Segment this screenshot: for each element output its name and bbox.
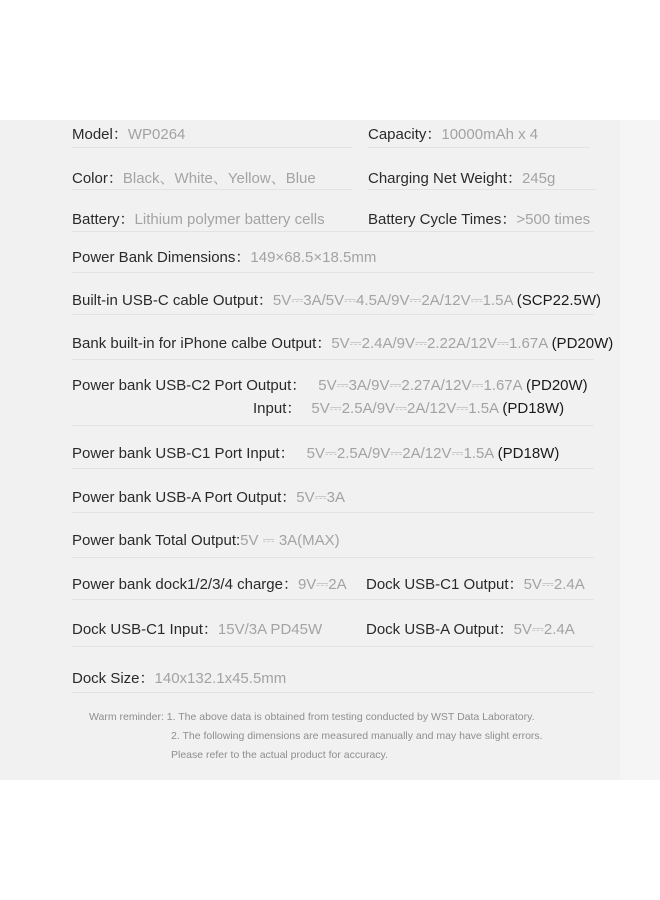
spec-label: Power Bank Dimensions： bbox=[72, 249, 251, 266]
spec-model bbox=[72, 123, 185, 144]
spec-label: Power bank USB-A Port Output： bbox=[72, 489, 297, 506]
spec-capacity bbox=[368, 123, 538, 144]
spec-value: 5V⎓2.4A/9V⎓2.22A/12V⎓1.67A bbox=[331, 335, 548, 352]
spec-battery bbox=[72, 208, 325, 229]
spec-label: Bank built-in for iPhone calbe Output： bbox=[72, 335, 332, 352]
divider bbox=[72, 557, 594, 558]
divider bbox=[368, 147, 590, 148]
spec-tag: (PD20W) bbox=[551, 335, 614, 352]
divider bbox=[72, 359, 594, 360]
spec-label: Charging Net Weight： bbox=[368, 170, 522, 187]
spec-value: 5V⎓2.4A bbox=[513, 621, 575, 638]
spec-cycles bbox=[368, 208, 590, 229]
spec-tag: (PD20W) bbox=[526, 377, 588, 394]
spec-dock-size bbox=[72, 667, 286, 688]
reminder-line-2: 2. The following dimensions are measured manually and may have slight errors. bbox=[171, 730, 543, 742]
spec-dock-charge bbox=[72, 573, 347, 594]
spec-usbc2-output bbox=[72, 374, 588, 395]
spec-iphone-cable bbox=[72, 332, 613, 353]
spec-dock-c1-output bbox=[366, 573, 585, 594]
divider bbox=[72, 272, 594, 273]
divider bbox=[72, 147, 352, 148]
spec-label: Dock USB-A Output： bbox=[366, 621, 514, 638]
spec-dock-c1-input bbox=[72, 618, 322, 639]
spec-value: 5V ⎓ 3A(MAX) bbox=[240, 532, 340, 549]
divider bbox=[72, 468, 594, 469]
spec-tag: (PD18W) bbox=[497, 445, 560, 462]
spec-value: 5V⎓2.5A/9V⎓2A/12V⎓1.5A bbox=[306, 445, 494, 462]
spec-usbc1-input bbox=[72, 442, 559, 463]
spec-value: WP0264 bbox=[127, 126, 186, 143]
spec-dock-a-output bbox=[366, 618, 575, 639]
spec-usba-output bbox=[72, 486, 345, 507]
spec-total-output bbox=[72, 532, 340, 549]
spec-value: 5V⎓2.4A bbox=[523, 576, 585, 593]
spec-label: Dock USB-C1 Input： bbox=[72, 621, 218, 638]
spec-value: 245g bbox=[521, 170, 556, 187]
spec-value: 9V⎓2A bbox=[297, 576, 347, 593]
spec-label: Power bank dock1/2/3/4 charge： bbox=[72, 576, 298, 593]
spec-dimensions bbox=[72, 246, 376, 267]
spec-value: Lithium polymer battery cells bbox=[134, 211, 325, 228]
spec-value: 5V⎓3A/5V⎓4.5A/9V⎓2A/12V⎓1.5A bbox=[272, 292, 513, 309]
spec-usbc2-input bbox=[253, 397, 564, 418]
spec-label: Power bank Total Output: bbox=[72, 532, 241, 549]
divider bbox=[72, 692, 594, 693]
panel-edge bbox=[620, 120, 660, 780]
divider bbox=[72, 314, 594, 315]
spec-label: Dock USB-C1 Output： bbox=[366, 576, 524, 593]
spec-label: Model： bbox=[72, 126, 128, 143]
spec-label: Battery： bbox=[72, 211, 135, 228]
divider bbox=[368, 189, 596, 190]
spec-label: Power bank USB-C2 Port Output： bbox=[72, 377, 307, 394]
spec-value: 149×68.5×18.5mm bbox=[250, 249, 377, 266]
divider bbox=[72, 599, 594, 600]
spec-label: Built-in USB-C cable Output： bbox=[72, 292, 273, 309]
divider bbox=[72, 646, 594, 647]
spec-value: 5V⎓2.5A/9V⎓2A/12V⎓1.5A bbox=[311, 400, 499, 417]
spec-value: 5V⎓3A bbox=[296, 489, 345, 506]
spec-label: Power bank USB-C1 Port Input： bbox=[72, 445, 295, 462]
spec-color bbox=[72, 167, 316, 188]
divider bbox=[72, 425, 594, 426]
spec-tag: (PD18W) bbox=[502, 400, 565, 417]
reminder-line-1: Warm reminder: 1. The above data is obtained from testing conducted by WST Data Laboratory. bbox=[89, 711, 535, 723]
spec-label: Dock Size： bbox=[72, 670, 155, 687]
spec-value: Black、White、Yellow、Blue bbox=[122, 170, 316, 187]
spec-label: Capacity： bbox=[368, 126, 442, 143]
spec-label: Color： bbox=[72, 170, 123, 187]
spec-usbc-cable bbox=[72, 289, 601, 310]
spec-tag: (SCP22.5W) bbox=[516, 292, 601, 309]
spec-value: 15V/3A PD45W bbox=[217, 621, 323, 638]
spec-weight bbox=[368, 167, 555, 188]
spec-label: Battery Cycle Times： bbox=[368, 211, 517, 228]
spec-value: 10000mAh x 4 bbox=[441, 126, 539, 143]
spec-value: 140x132.1x45.5mm bbox=[154, 670, 287, 687]
divider bbox=[72, 512, 594, 513]
spec-value: 5V⎓3A/9V⎓2.27A/12V⎓1.67A bbox=[318, 377, 522, 394]
divider bbox=[72, 189, 352, 190]
reminder-line-3: Please refer to the actual product for accuracy. bbox=[171, 749, 388, 761]
divider bbox=[72, 231, 594, 232]
spec-value: >500 times bbox=[516, 211, 591, 228]
spec-label: Input： bbox=[253, 400, 302, 417]
